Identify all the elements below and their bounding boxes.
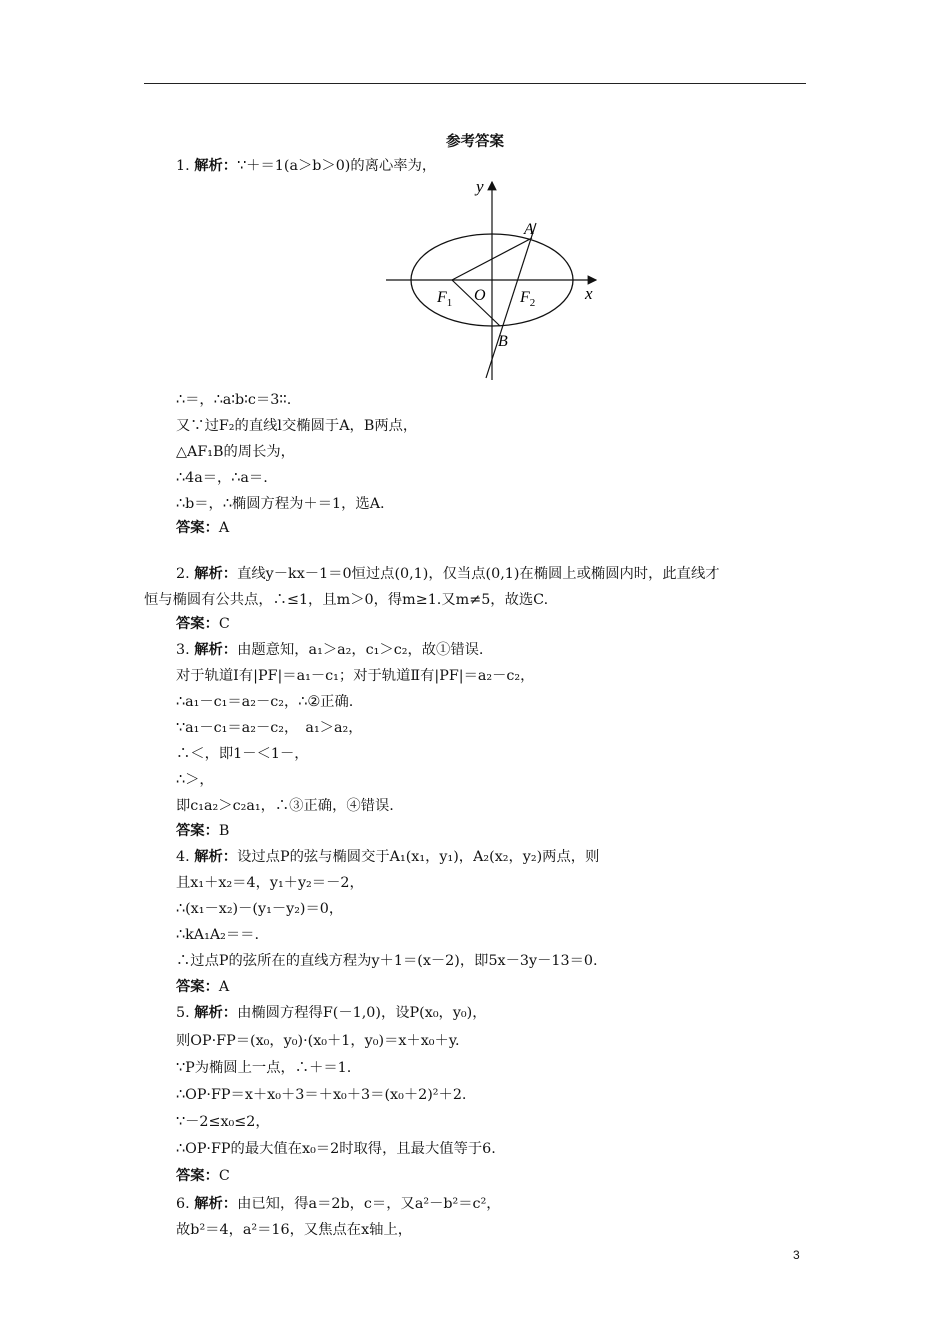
line-text: B [218,823,230,839]
line-text: A [218,979,230,995]
text-line [176,1058,351,1078]
text-line [176,468,268,488]
item-number: 2. [176,566,195,582]
line-text: 恒与椭圆有公共点，∴≤1，且m＞0，得m≥1.又m≠5，故选C. [144,592,549,608]
item-number: 5. [176,1005,195,1021]
label-text: 解析： [194,1005,238,1021]
line-text: A [218,520,230,536]
text-line [176,821,229,841]
page-number: 3 [793,1248,800,1262]
line-text: ∴＜，即1－＜1－， [176,746,309,762]
line-text: 设过点P的弦与椭圆交于A₁(x₁，y₁)，A₂(x₂，y₂)两点，则 [237,849,600,865]
label-f1: $F_1$ [437,289,453,309]
line-text: 即c₁a₂＞c₂a₁，∴③正确，④错误. [176,798,394,814]
label-text: 解析： [194,642,238,658]
label-f2: $F_2$ [520,289,536,309]
line-text: 由椭圆方程得F(－1,0)，设P(x₀，y₀)， [237,1005,487,1021]
item-number: 3. [176,642,195,658]
label-text: 答案： [176,1168,219,1184]
label-a: A [524,221,534,238]
line-text: ∵＋＝1(a＞b＞0)的离心率为， [237,158,437,174]
text-line [176,1139,496,1159]
text-line [176,718,363,738]
text-line [176,1085,466,1105]
line-text: 对于轨道Ⅰ有|PF|＝a₁－c₁；对于轨道Ⅱ有|PF|＝a₂－c₂， [176,668,535,684]
label-text: 答案： [176,616,219,632]
text-line [176,951,598,971]
line-text: C [218,616,230,632]
label-y: y [476,177,484,196]
text-line [176,1031,460,1051]
label-b: B [498,333,508,350]
text-line [176,796,394,816]
line-text: 由题意知，a₁＞a₂，c₁＞c₂，故①错误. [237,642,484,658]
line-text: ∴b＝，∴椭圆方程为＋＝1，选A. [176,496,385,512]
line-text: ∵－2≤x₀≤2， [176,1114,270,1130]
line-text: 且x₁＋x₂＝4，y₁＋y₂＝－2， [176,875,364,891]
text-line [176,494,385,514]
text-line [176,614,230,634]
text-line [176,416,417,436]
text-line [176,744,309,764]
text-line [176,442,295,462]
text-line [176,899,343,919]
text-line [144,590,548,610]
label-text: 解析： [194,566,238,582]
text-line [176,1194,501,1214]
text-line [176,1003,487,1023]
text-line [176,692,353,712]
text-line [176,977,229,997]
line-text: ∴kA₁A₂＝＝. [176,927,260,943]
line-text: 又∵过F₂的直线l交椭圆于A，B两点， [176,418,418,434]
label-text: 解析： [194,849,238,865]
line-text: ∴4a＝，∴a＝. [176,470,268,486]
line-text: 故b²＝4，a²＝16，又焦点在x轴上， [176,1222,413,1238]
line-text: ∴a₁－c₁＝a₂－c₂，∴②正确. [176,694,354,710]
line-text: ∵P为椭圆上一点，∴＋＝1. [176,1060,352,1076]
page-title: 参考答案 [446,134,504,150]
text-line [176,770,214,790]
text-line [176,847,599,867]
line-text: C [218,1168,230,1184]
line-text: ∴＞， [176,772,214,788]
text-line [176,873,364,893]
text-line [176,1220,412,1240]
text-line [176,1166,230,1186]
text-line [176,666,534,686]
label-text: 解析： [194,1196,238,1212]
line-text: ∴OP·FP＝x＋x₀＋3＝＋x₀＋3＝(x₀＋2)²＋2. [176,1087,467,1103]
line-text: △AF₁B的周长为， [176,444,295,460]
label-text: 答案： [176,979,219,995]
label-x: x [585,284,593,303]
item-number: 1. [176,158,195,174]
label-text: 解析： [194,158,238,174]
text-line [176,640,483,660]
line-text: 直线y－kx－1＝0恒过点(0,1)，仅当点(0,1)在椭圆上或椭圆内时，此直线才 [237,566,720,582]
header-rule [144,83,806,84]
label-text: 答案： [176,520,219,536]
line-text: ∴过点P的弦所在的直线方程为y＋1＝(x－2)，即5x－3y－13＝0. [176,953,598,969]
text-line [176,925,259,945]
text-line [176,564,720,584]
line-text: ∵a₁－c₁＝a₂－c₂， a₁＞a₂， [176,720,363,736]
text-line [176,1112,270,1132]
line-text: ∴(x₁－x₂)－(y₁－y₂)＝0， [176,901,344,917]
text-line [176,518,229,538]
label-o: O [474,287,486,304]
text-line [176,156,436,176]
line-text: 由已知，得a＝2b，c＝，又a²－b²＝c²， [237,1196,501,1212]
line-text: ∴OP·FP的最大值在x₀＝2时取得，且最大值等于6. [176,1141,496,1157]
text-line [176,390,291,410]
label-text: 答案： [176,823,219,839]
item-number: 6. [176,1196,195,1212]
line-text: 则OP·FP＝(x₀，y₀)·(x₀＋1，y₀)＝x＋x₀＋y. [176,1033,460,1049]
ellipse-figure [382,176,602,382]
line-text: ∴＝，∴a∶b∶c＝3∶∶. [176,392,292,408]
item-number: 4. [176,849,195,865]
